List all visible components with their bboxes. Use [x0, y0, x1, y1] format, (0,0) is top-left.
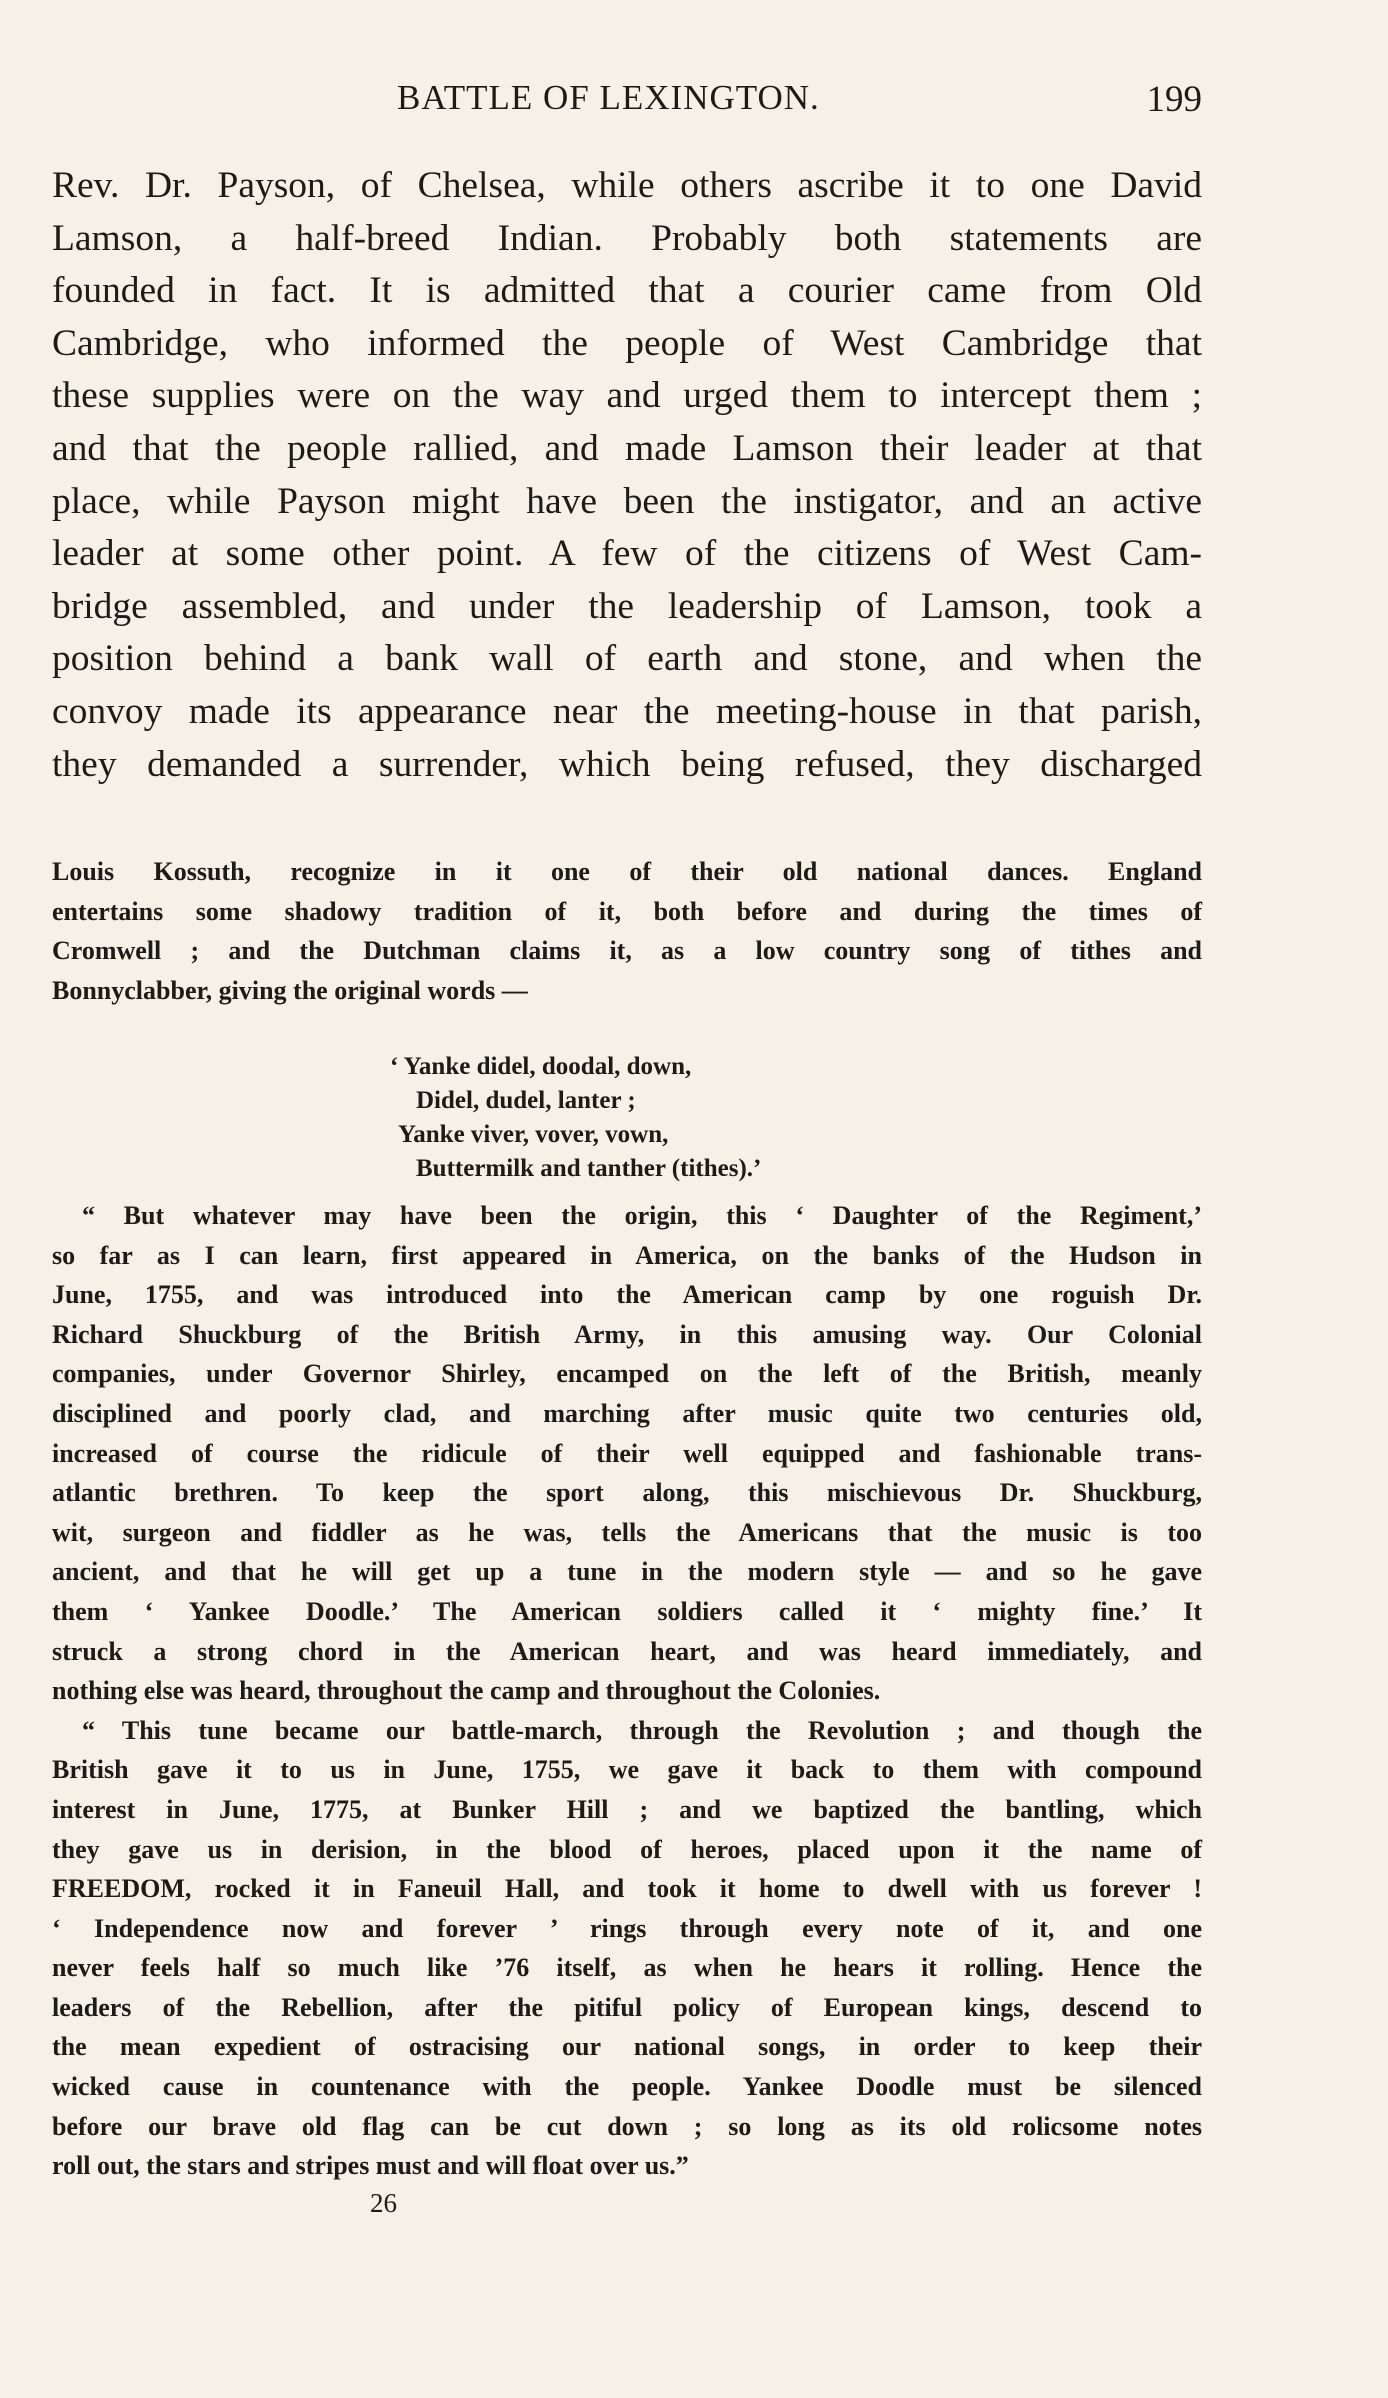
quote-line: ‘ Independence now and forever ’ rings through every note of it, and one	[52, 1913, 1202, 1943]
text-line: Lamson, a half-breed Indian. Probably both statements are	[52, 217, 1202, 259]
running-title: BATTLE OF LEXINGTON.	[397, 78, 820, 117]
text-line: Cambridge, who informed the people of West Cambridge that	[52, 322, 1202, 364]
quote-line: the mean expedient of ostracising our national songs, in order to keep their	[52, 2032, 1202, 2062]
footnote	[52, 852, 1202, 1010]
footnote-line: Cromwell ; and the Dutchman claims it, as a low country song of tithes and	[52, 936, 1202, 966]
quote-line: Richard Shuckburg of the British Army, in this amusing way. Our Colonial	[52, 1319, 1202, 1349]
quote-line: ancient, and that he will get up a tune in the modern style — and so he gave	[52, 1557, 1202, 1587]
quote-line: nothing else was heard, throughout the camp and throughout the Colonies.	[52, 1676, 881, 1706]
quote-line: wit, surgeon and fiddler as he was, tells the Americans that the music is too	[52, 1517, 1202, 1547]
verse-line: Buttermilk and tanther (tithes).’	[416, 1155, 762, 1182]
quote-line: wicked cause in countenance with the people. Yankee Doodle must be silenced	[52, 2072, 1202, 2102]
footnote-line: Louis Kossuth, recognize in it one of their old national dances. England	[52, 857, 1202, 886]
quote-line: June, 1755, and was introduced into the American camp by one roguish Dr.	[52, 1280, 1202, 1310]
quote-line: them ‘ Yankee Doodle.’ The American soldiers called it ‘ mighty fine.’ It	[52, 1596, 1202, 1626]
verse-line: Yanke viver, vover, vown,	[398, 1121, 669, 1148]
quote-line: so far as I can learn, first appeared in America, on the banks of the Hudson in	[52, 1240, 1202, 1270]
text-line: these supplies were on the way and urged them to intercept them ;	[52, 375, 1202, 417]
text-line: convoy made its appearance near the meeting-house in that parish,	[52, 690, 1202, 732]
text-line: place, while Payson might have been the instigator, and an active	[52, 480, 1202, 522]
verse-quote	[390, 1050, 761, 1186]
quote-line: British gave it to us in June, 1755, we gave it back to them with compound	[52, 1755, 1202, 1785]
quote-line: atlantic brethren. To keep the sport along, this mischievous Dr. Shuckburg,	[52, 1478, 1202, 1508]
main-text	[52, 160, 1202, 791]
page-number: 199	[1146, 79, 1202, 120]
quote-line: before our brave old flag can be cut down ; so long as its old rolicsome notes	[52, 2111, 1202, 2141]
text-line: they demanded a surrender, which being refused, they discharged	[52, 743, 1202, 785]
text-line: position behind a bank wall of earth and stone, and when the	[52, 638, 1202, 680]
verse-line: ‘ Yanke didel, doodal, down,	[390, 1053, 692, 1080]
footnote-line: Bonnyclabber, giving the original words —	[52, 975, 528, 1005]
quote-line: disciplined and poorly clad, and marching after music quite two centuries old,	[52, 1398, 1202, 1428]
text-line: leader at some other point. A few of the citizens of West Cam-	[52, 533, 1202, 575]
quote-line: roll out, the stars and stripes must and will float over us.”	[52, 2151, 689, 2181]
quote-line: struck a strong chord in the American heart, and was heard immediately, and	[52, 1636, 1202, 1666]
quote-line: never feels half so much like ’76 itself, as when he hears it rolling. Hence the	[52, 1953, 1202, 1983]
quote-line: “ This tune became our battle-march, through the Revolution ; and though the	[82, 1715, 1202, 1745]
signature-mark: 26	[370, 2188, 397, 2218]
verse-line: Didel, dudel, lanter ;	[416, 1087, 636, 1114]
page-header	[52, 78, 1202, 128]
quote-line: increased of course the ridicule of their well equipped and fashionable trans-	[52, 1438, 1202, 1468]
quote-line: “ But whatever may have been the origin, this ‘ Daughter of the Regiment,’	[82, 1201, 1202, 1230]
quote-line: they gave us in derision, in the blood of heroes, placed upon it the name of	[52, 1834, 1202, 1864]
quote-line: companies, under Governor Shirley, encamped on the left of the British, meanly	[52, 1359, 1202, 1389]
footnote-quotation	[52, 1196, 1202, 2186]
text-line: Rev. Dr. Payson, of Chelsea, while others ascribe it to one David	[52, 165, 1202, 206]
quote-line: interest in June, 1775, at Bunker Hill ; and we baptized the bantling, which	[52, 1794, 1202, 1824]
quote-line: leaders of the Rebellion, after the pitiful policy of European kings, descend to	[52, 1992, 1202, 2022]
footnote-line: entertains some shadowy tradition of it, both before and during the times of	[52, 896, 1202, 926]
text-line: bridge assembled, and under the leadership of Lamson, took a	[52, 585, 1202, 627]
text-line: founded in fact. It is admitted that a courier came from Old	[52, 270, 1202, 312]
quote-line: FREEDOM, rocked it in Faneuil Hall, and took it home to dwell with us forever !	[52, 1874, 1202, 1904]
text-line: and that the people rallied, and made Lamson their leader at that	[52, 427, 1202, 469]
